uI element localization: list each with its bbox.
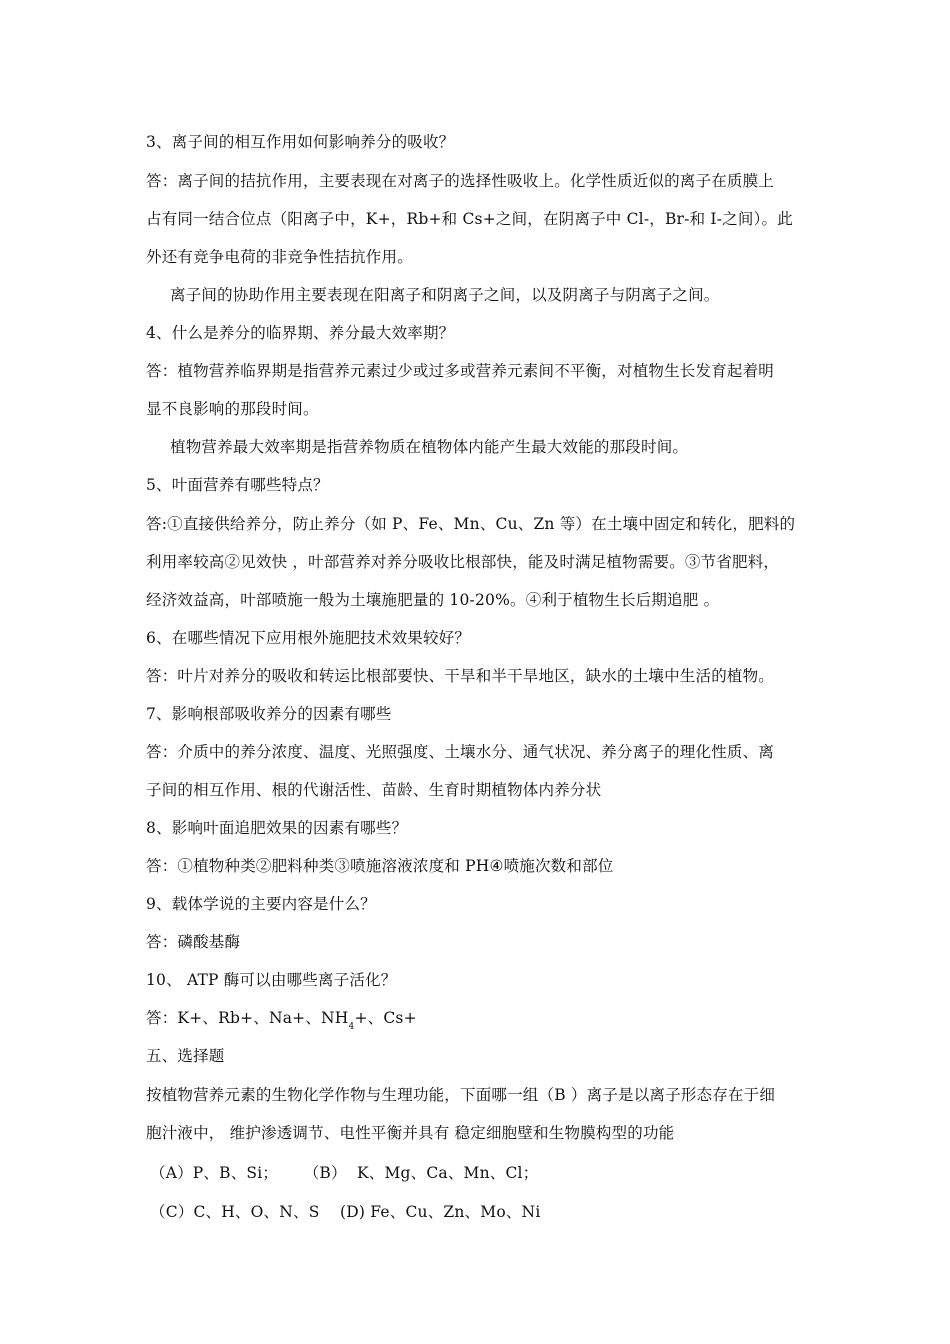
choice-question-stem-line-2: 胞汁液中， 维护渗透调节、电性平衡并具有 稳定细胞壁和生物膜构型的功能 [146, 1124, 675, 1142]
answer-5-line-3: 经济效益高，叶部喷施一般为土壤施肥量的 10-20%。④利于植物生长后期追肥 。 [146, 591, 720, 609]
answer-4-line-1: 答：植物营养临界期是指营养元素过少或过多或营养元素间不平衡，对植物生长发育起着明 [146, 362, 775, 380]
question-7-title: 7、影响根部吸收养分的因素有哪些 [146, 705, 392, 723]
question-3-title: 3、离子间的相互作用如何影响养分的吸收？ [146, 133, 455, 151]
question-6-title: 6、在哪些情况下应用根外施肥技术效果较好？ [146, 629, 471, 647]
question-9-title: 9、载体学说的主要内容是什么？ [146, 895, 376, 913]
question-4-title: 4、什么是养分的临界期、养分最大效率期？ [146, 324, 455, 342]
answer-10-line-1 [146, 1008, 816, 1037]
answer-3-line-3: 外还有竞争电荷的非竞争性拮抗作用。 [146, 248, 413, 266]
answer-10-text-end: +、Cs+ [354, 1009, 417, 1027]
answer-5-line-2: 利用率较高②见效快 ，叶部营养对养分吸收比根部快，能及时满足植物需要。③节省肥料， [146, 553, 780, 571]
answer-3-line-4: 离子间的协助作用主要表现在阳离子和阴离子之间，以及阴离子与阴离子之间。 [170, 286, 720, 304]
section-5-title: 五、选择题 [146, 1047, 225, 1065]
answer-7-line-2: 子间的相互作用、根的代谢活性、苗龄、生育时期植物体内养分状 [146, 781, 602, 799]
answer-9-line-1: 答：磷酸基酶 [146, 933, 241, 951]
choice-options-line-1: （A）P、B、Si； （B） K、Mg、Ca、Mn、Cl； [150, 1164, 539, 1182]
question-5-title: 5、叶面营养有哪些特点？ [146, 476, 329, 494]
answer-5-line-1: 答:①直接供给养分，防止养分（如 P、Fe、Mn、Cu、Zn 等）在土壤中固定和转化，肥料的 [146, 515, 796, 533]
answer-3-line-1: 答：离子间的拮抗作用，主要表现在对离子的选择性吸收上。化学性质近似的离子在质膜上 [146, 172, 775, 190]
answer-4-line-2: 显不良影响的那段时间。 [146, 400, 319, 418]
choice-options-line-2: （C）C、H、O、N、S (D) Fe、Cu、Zn、Mo、Ni [150, 1203, 541, 1221]
nh4-subscript: 4 [348, 1022, 355, 1032]
answer-6-line-1: 答：叶片对养分的吸收和转运比根部要快、干旱和半干旱地区，缺水的土壤中生活的植物。 [146, 667, 775, 685]
answer-7-line-1: 答：介质中的养分浓度、温度、光照强度、土壤水分、通气状况、养分离子的理化性质、离 [146, 743, 775, 761]
question-8-title: 8、影响叶面追肥效果的因素有哪些？ [146, 819, 408, 837]
question-10-title: 10、 ATP 酶可以由哪些离子活化？ [146, 971, 397, 989]
answer-8-line-1: 答：①植物种类②肥料种类③喷施溶液浓度和 PH④喷施次数和部位 [146, 857, 614, 875]
choice-question-stem-line-1: 按植物营养元素的生物化学作物与生理功能，下面哪一组（B ）离子是以离子形态存在于细 [146, 1086, 776, 1104]
answer-4-line-3: 植物营养最大效率期是指营养物质在植物体内能产生最大效能的那段时间。 [170, 438, 689, 456]
answer-10-text: 答：K+、Rb+、Na+、NH [146, 1009, 349, 1027]
answer-3-line-2: 占有同一结合位点（阳离子中，K+，Rb+和 Cs+之间，在阴离子中 Cl-，Br-和 I-之间）。此 [146, 210, 793, 228]
